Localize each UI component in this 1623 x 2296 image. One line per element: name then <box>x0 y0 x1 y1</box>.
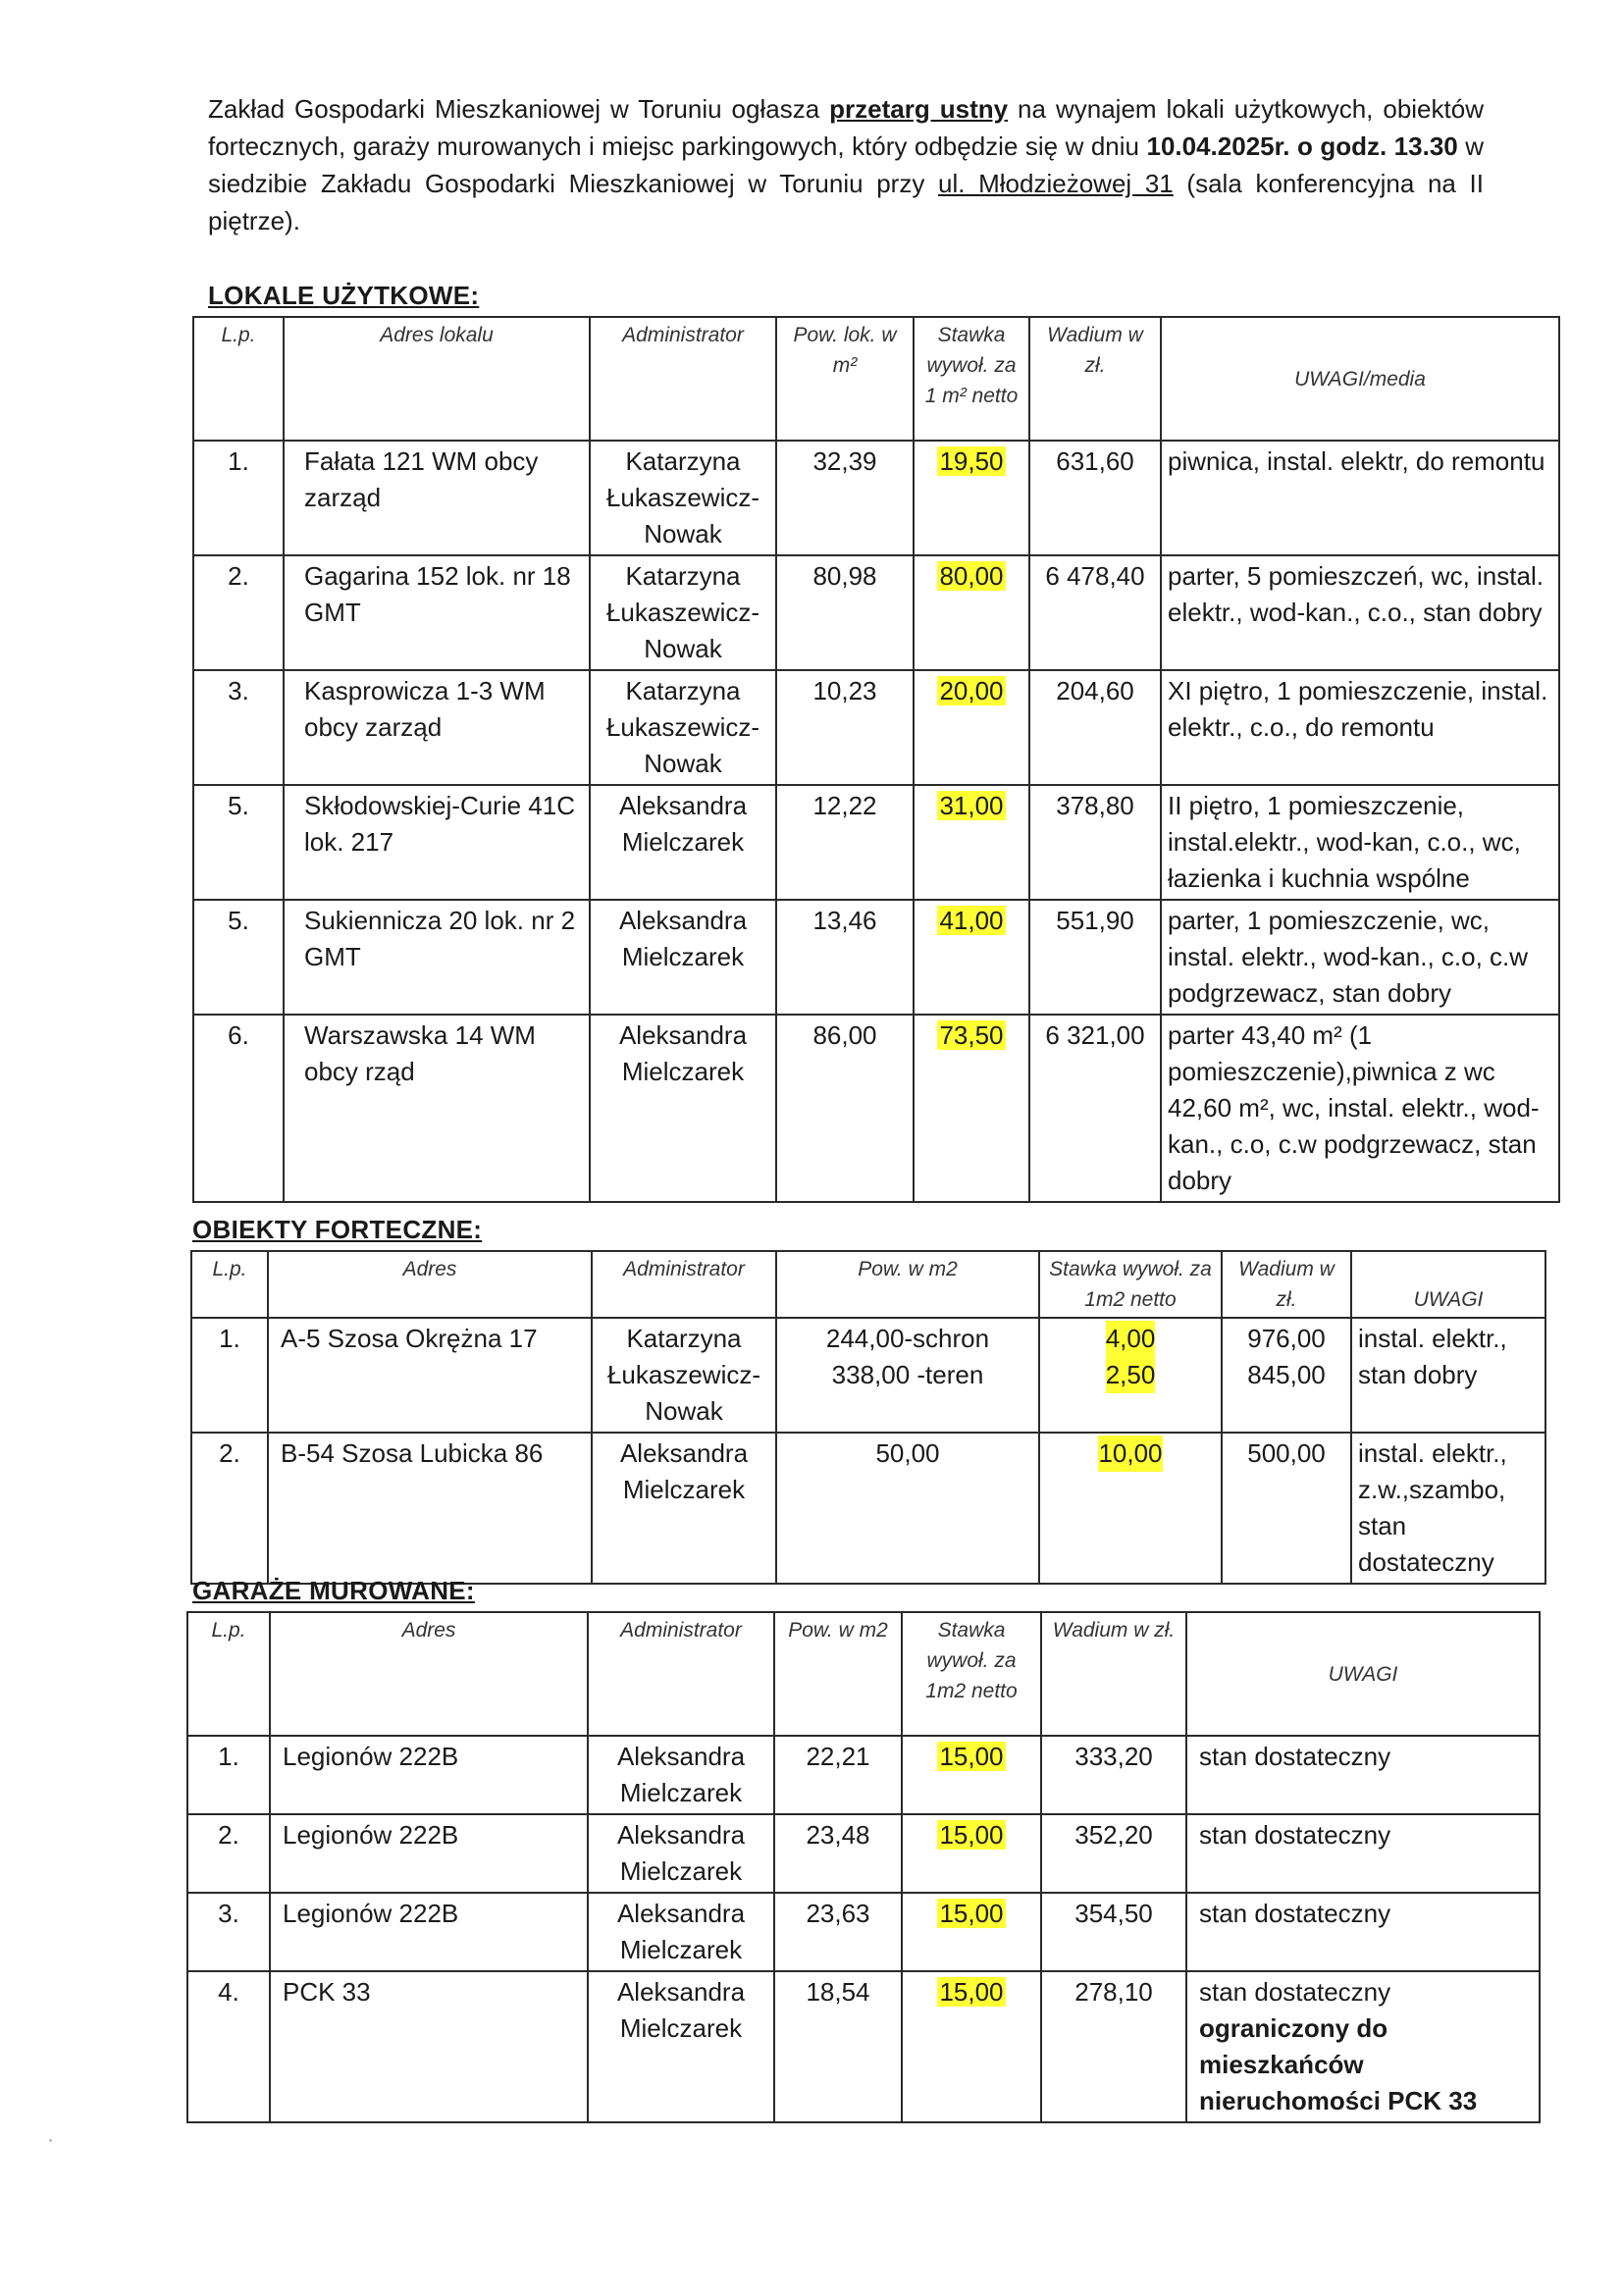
cell-admin: Aleksandra Mielczarek <box>590 900 776 1015</box>
highlighted-rate: 80,00 <box>939 561 1004 591</box>
table-row <box>193 670 1559 785</box>
header-admin: Administrator <box>588 1612 774 1736</box>
cell-pow <box>776 1433 1039 1584</box>
highlighted-rate: 4,00 <box>1106 1321 1156 1357</box>
cell-lp: 4. <box>187 1971 270 2122</box>
intro-date: 10.04.2025r. o godz. 13.30 <box>1146 131 1458 161</box>
forteczne-table <box>190 1250 1546 1585</box>
cell-pow: 86,00 <box>776 1015 914 1202</box>
cell-pow: 22,21 <box>774 1736 902 1814</box>
cell-pow: 12,22 <box>776 785 914 900</box>
cell-adres: Fałata 121 WM obcy zarząd <box>284 441 590 555</box>
highlighted-rate: 15,00 <box>939 1742 1004 1771</box>
highlighted-rate: 20,00 <box>939 676 1004 705</box>
cell-pow: 10,23 <box>776 670 914 785</box>
cell-admin: Katarzyna Łukaszewicz-Nowak <box>590 441 776 555</box>
cell-adres: Legionów 222B <box>270 1893 588 1971</box>
header-uwagi: UWAGI <box>1351 1251 1545 1318</box>
table-row <box>193 441 1559 555</box>
cell-wadium: 6 478,40 <box>1029 555 1161 670</box>
cell-pow: 32,39 <box>776 441 914 555</box>
cell-stawka <box>914 1015 1029 1202</box>
forteczne-heading: OBIEKTY FORTECZNE: <box>192 1215 483 1244</box>
cell-lp: 3. <box>193 670 284 785</box>
intro-text-1: Zakład Gospodarki Mieszkaniowej w Toruniu ogłasza <box>208 94 830 124</box>
cell-lp: 2. <box>191 1433 268 1584</box>
cell-wadium: 631,60 <box>1029 441 1161 555</box>
intro-text-4: (sala konferencyjna na II piętrze). <box>208 169 1485 235</box>
cell-pow: 23,63 <box>774 1893 902 1971</box>
table-row <box>191 1433 1545 1584</box>
cell-wadium: 333,20 <box>1041 1736 1186 1814</box>
table-row <box>193 785 1559 900</box>
header-wadium: Wadium w zł. <box>1222 1251 1351 1318</box>
cell-adres: Gagarina 152 lok. nr 18 GMT <box>284 555 590 670</box>
cell-wadium: 204,60 <box>1029 670 1161 785</box>
header-adres: Adres <box>268 1251 592 1318</box>
cell-admin: Aleksandra Mielczarek <box>588 1736 774 1814</box>
cell-uwagi <box>1186 1736 1540 1814</box>
intro-paragraph <box>208 90 1484 239</box>
highlighted-rate: 15,00 <box>939 1977 1004 2007</box>
uwagi-text: stan dostateczny <box>1199 1742 1391 1771</box>
cell-stawka <box>914 441 1029 555</box>
cell-stawka <box>914 900 1029 1015</box>
cell-pow: 18,54 <box>774 1971 902 2122</box>
table-row <box>193 555 1559 670</box>
cell-lp: 3. <box>187 1893 270 1971</box>
cell-wadium <box>1222 1318 1351 1433</box>
cell-uwagi: instal. elektr., z.w.,szambo, stan dostateczny <box>1351 1433 1545 1584</box>
cell-pow: 80,98 <box>776 555 914 670</box>
highlighted-rate: 19,50 <box>939 446 1004 476</box>
cell-uwagi: parter, 5 pomieszczeń, wc, instal. elektr., wod-kan., c.o., stan dobry <box>1161 555 1559 670</box>
cell-uwagi <box>1186 1971 1540 2122</box>
header-wadium: Wadium w zł. <box>1029 317 1161 441</box>
uwagi-restriction: ograniczony do mieszkańców nieruchomości PCK 33 <box>1199 2013 1478 2115</box>
cell-wadium: 551,90 <box>1029 900 1161 1015</box>
cell-adres: Legionów 222B <box>270 1736 588 1814</box>
header-adres: Adres lokalu <box>284 317 590 441</box>
cell-lp: 1. <box>191 1318 268 1433</box>
highlighted-rate: 10,00 <box>1098 1435 1162 1472</box>
header-adres: Adres <box>270 1612 588 1736</box>
uwagi-text: stan dostateczny <box>1199 1899 1391 1928</box>
header-stawka: Stawka wywoł. za 1m2 netto <box>902 1612 1041 1736</box>
header-uwagi: UWAGI <box>1186 1612 1540 1736</box>
highlighted-rate: 31,00 <box>939 791 1004 820</box>
cell-adres: A-5 Szosa Okrężna 17 <box>268 1318 592 1433</box>
intro-text-3: w siedzibie Zakładu Gospodarki Mieszkaniowej w Toruniu przy <box>208 131 1484 198</box>
cell-adres: Legionów 222B <box>270 1814 588 1893</box>
pow-value: 50,00 <box>875 1438 940 1468</box>
header-admin: Administrator <box>590 317 776 441</box>
cell-adres: Skłodowskiej-Curie 41C lok. 217 <box>284 785 590 900</box>
lokale-header-row <box>193 317 1559 441</box>
cell-stawka <box>914 670 1029 785</box>
intro-address: ul. Młodzieżowej 31 <box>938 169 1174 198</box>
garaze-header-row <box>187 1612 1540 1736</box>
cell-pow: 23,48 <box>774 1814 902 1893</box>
forteczne-header-row <box>191 1251 1545 1318</box>
cell-adres: PCK 33 <box>270 1971 588 2122</box>
garaze-table-body <box>187 1736 1540 2122</box>
garaze-table <box>186 1611 1541 2123</box>
cell-lp: 5. <box>193 785 284 900</box>
table-row <box>191 1318 1545 1433</box>
lokale-table-body <box>193 441 1559 1202</box>
cell-admin: Katarzyna Łukaszewicz-Nowak <box>592 1318 776 1433</box>
cell-uwagi: II piętro, 1 pomieszczenie, instal.elektr., wod-kan, c.o., wc, łazienka i kuchnia wspólne <box>1161 785 1559 900</box>
cell-wadium: 354,50 <box>1041 1893 1186 1971</box>
cell-adres: B-54 Szosa Lubicka 86 <box>268 1433 592 1584</box>
cell-wadium: 278,10 <box>1041 1971 1186 2122</box>
cell-stawka <box>914 785 1029 900</box>
cell-admin: Katarzyna Łukaszewicz-Nowak <box>590 555 776 670</box>
pow-value: 244,00-schron <box>825 1324 990 1353</box>
header-pow: Pow. w m2 <box>776 1251 1039 1318</box>
cell-lp: 6. <box>193 1015 284 1202</box>
table-row <box>187 1971 1540 2122</box>
cell-admin: Aleksandra Mielczarek <box>588 1814 774 1893</box>
cell-adres: Kasprowicza 1-3 WM obcy zarząd <box>284 670 590 785</box>
cell-uwagi: XI piętro, 1 pomieszczenie, instal. elektr., c.o., do remontu <box>1161 670 1559 785</box>
cell-admin: Aleksandra Mielczarek <box>588 1893 774 1971</box>
cell-uwagi <box>1186 1814 1540 1893</box>
cell-stawka <box>902 1971 1041 2122</box>
header-lp: L.p. <box>191 1251 268 1318</box>
lokale-heading: LOKALE UŻYTKOWE: <box>208 281 480 310</box>
header-stawka: Stawka wywoł. za 1 m² netto <box>914 317 1029 441</box>
header-lp: L.p. <box>193 317 284 441</box>
cell-stawka <box>1039 1433 1222 1584</box>
wadium-value: 976,00 <box>1247 1324 1326 1353</box>
header-pow: Pow. w m2 <box>774 1612 902 1736</box>
lokale-table <box>192 316 1560 1203</box>
cell-admin: Aleksandra Mielczarek <box>590 785 776 900</box>
highlighted-rate: 15,00 <box>939 1899 1004 1928</box>
cell-stawka <box>902 1736 1041 1814</box>
cell-wadium: 352,20 <box>1041 1814 1186 1893</box>
uwagi-text: stan dostateczny <box>1199 1820 1391 1850</box>
cell-adres: Sukiennicza 20 lok. nr 2 GMT <box>284 900 590 1015</box>
wadium-value: 500,00 <box>1247 1438 1326 1468</box>
cell-uwagi: piwnica, instal. elektr, do remontu <box>1161 441 1559 555</box>
wadium-value: 845,00 <box>1247 1360 1326 1389</box>
cell-uwagi: parter 43,40 m² (1 pomieszczenie),piwnica z wc 42,60 m², wc, instal. elektr., wod-kan., c.o, c.w podgrzewacz, stan dobry <box>1161 1015 1559 1202</box>
cell-admin: Aleksandra Mielczarek <box>590 1015 776 1202</box>
header-pow: Pow. lok. w m² <box>776 317 914 441</box>
cell-pow: 13,46 <box>776 900 914 1015</box>
cell-lp: 1. <box>187 1736 270 1814</box>
cell-uwagi: instal. elektr., stan dobry <box>1351 1318 1545 1433</box>
table-row <box>187 1814 1540 1893</box>
header-uwagi: UWAGI/media <box>1161 317 1559 441</box>
table-row <box>193 1015 1559 1202</box>
table-row <box>193 900 1559 1015</box>
highlighted-rate: 2,50 <box>1106 1357 1156 1393</box>
cell-stawka <box>1039 1318 1222 1433</box>
cell-lp: 2. <box>187 1814 270 1893</box>
table-row <box>187 1736 1540 1814</box>
scan-dot <box>49 2139 52 2142</box>
pow-value: 338,00 -teren <box>831 1360 984 1389</box>
intro-przetarg: przetarg ustny <box>829 94 1009 124</box>
header-wadium: Wadium w zł. <box>1041 1612 1186 1736</box>
highlighted-rate: 73,50 <box>939 1020 1004 1050</box>
intro-text-2: na wynajem lokali użytkowych, obiektów fortecznych, garaży murowanych i miejsc parkingowych, który odbędzie się w dniu <box>208 94 1484 161</box>
cell-uwagi: parter, 1 pomieszczenie, wc, instal. elektr., wod-kan., c.o, c.w podgrzewacz, stan dobry <box>1161 900 1559 1015</box>
uwagi-text: stan dostateczny <box>1199 1977 1391 2007</box>
cell-adres: Warszawska 14 WM obcy rząd <box>284 1015 590 1202</box>
header-stawka: Stawka wywoł. za 1m2 netto <box>1039 1251 1222 1318</box>
highlighted-rate: 41,00 <box>939 906 1004 935</box>
cell-uwagi <box>1186 1893 1540 1971</box>
cell-lp: 1. <box>193 441 284 555</box>
cell-wadium <box>1222 1433 1351 1584</box>
cell-wadium: 6 321,00 <box>1029 1015 1161 1202</box>
cell-stawka <box>914 555 1029 670</box>
cell-stawka <box>902 1814 1041 1893</box>
forteczne-table-body <box>191 1318 1545 1584</box>
cell-admin: Katarzyna Łukaszewicz-Nowak <box>590 670 776 785</box>
header-admin: Administrator <box>592 1251 776 1318</box>
cell-stawka <box>902 1893 1041 1971</box>
garaze-heading: GARAŻE MUROWANE: <box>192 1576 475 1605</box>
cell-admin: Aleksandra Mielczarek <box>592 1433 776 1584</box>
header-lp: L.p. <box>187 1612 270 1736</box>
cell-wadium: 378,80 <box>1029 785 1161 900</box>
highlighted-rate: 15,00 <box>939 1820 1004 1850</box>
cell-lp: 2. <box>193 555 284 670</box>
cell-admin: Aleksandra Mielczarek <box>588 1971 774 2122</box>
table-row <box>187 1893 1540 1971</box>
cell-lp: 5. <box>193 900 284 1015</box>
cell-pow <box>776 1318 1039 1433</box>
